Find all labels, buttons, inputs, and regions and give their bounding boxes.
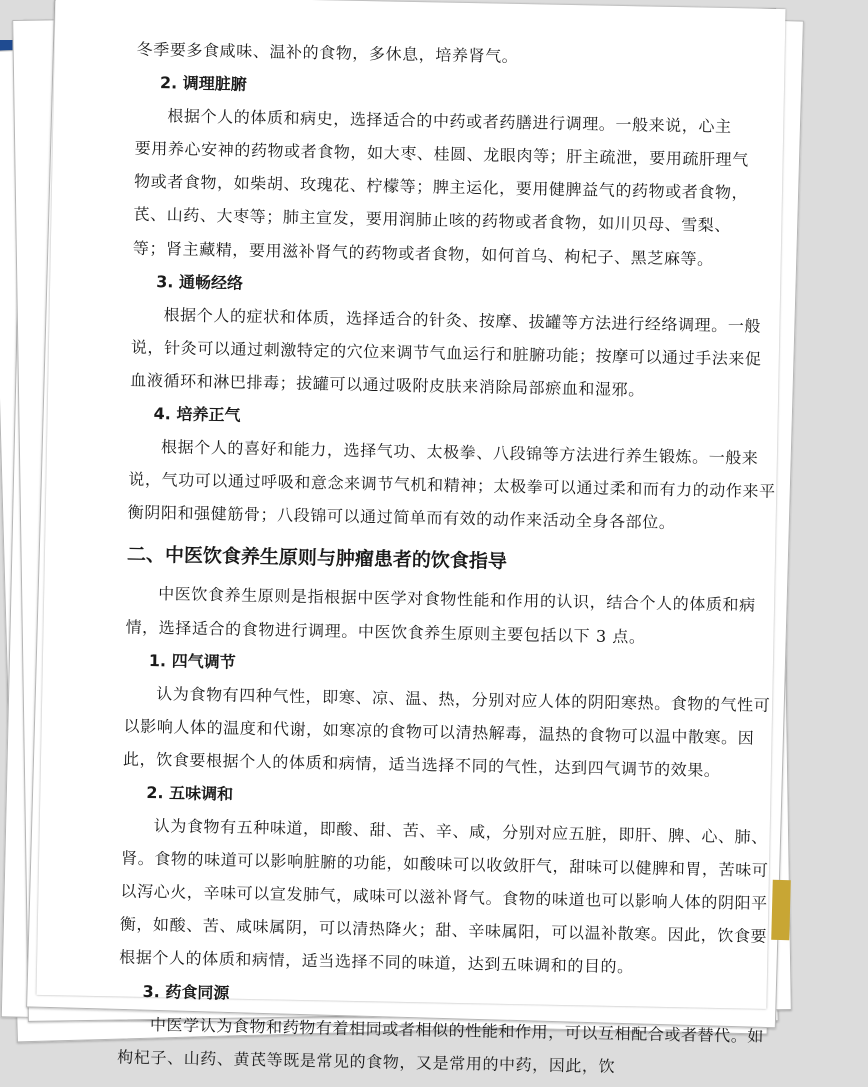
text-line: 中医学认为食物和药物有着相同或者相似的性能和作用，可以互相配合或者替代。如 <box>149 1014 765 1046</box>
text-line: 衡，如酸、苦、咸味属阴，可以清热降火；甜、辛味属阳，可以温补散寒。因此，饮食要 <box>119 914 768 947</box>
text-block-before <box>127 33 866 543</box>
subsection-heading: 2. 调理脏腑 <box>159 73 247 94</box>
text-line: 认为食物有四种气性，即寒、凉、温、热，分别对应人体的阴阳寒热。食物的气性可 <box>156 683 771 715</box>
text-line: 枸杞子、山药、黄芪等既是常见的食物，又是常用的中药，因此，饮 <box>117 1047 616 1076</box>
text-line: 肾。食物的味道可以影响脏腑的功能，如酸味可以收敛肝气，甜味可以健脾和胃，苦味可 <box>120 848 769 881</box>
text-line: 冬季要多食咸味、温补的食物，多休息，培养肾气。 <box>136 39 519 66</box>
text-line: 中医饮食养生原则是指根据中医学对食物性能和作用的认识，结合个人的体质和病 <box>158 584 756 616</box>
text-line: 此，饮食要根据个人的体质和病情，适当选择不同的气性，达到四气调节的效果。 <box>122 749 721 780</box>
text-line: 以影响人体的温度和代谢，如寒凉的食物可以清热解毒，温热的食物可以温中散寒。因 <box>123 716 755 748</box>
subsection-heading: 3. 药食同源 <box>142 981 230 1003</box>
subsection-heading: 1. 四气调节 <box>148 650 236 672</box>
text-line: 根据个人的症状和体质，选择适合的针灸、按摩、拔罐等方法进行经络调理。一般 <box>163 304 762 336</box>
subsection-heading: 4. 培养正气 <box>153 404 241 425</box>
text-line: 根据个人的体质和病情，适当选择不同的味道，达到五味调和的目的。 <box>119 947 634 977</box>
document-page <box>36 0 785 1076</box>
text-line: 认为食物有五种味道，即酸、甜、苦、辛、咸，分别对应五脏，即肝、脾、心、肺、 <box>153 816 769 847</box>
text-line: 等；肾主藏精，要用滋补肾气的药物或者食物，如何首乌、枸杞子、黑芝麻等。 <box>132 238 714 269</box>
text-line: 以泻心火，辛味可以宣发肺气，咸味可以滋补肾气。食物的味道也可以影响人体的阴阳平 <box>120 881 768 914</box>
text-line: 血液循环和淋巴排毒；拔罐可以通过吸附皮肤来消除局部瘀血和湿邪。 <box>130 370 645 400</box>
text-line: 芪、山药、大枣等；肺主宣发，要用润肺止咳的药物或者食物，如川贝母、雪梨、 <box>133 205 732 236</box>
subsection-heading: 2. 五味调和 <box>146 782 234 804</box>
text-line: 根据个人的体质和病史，选择适合的中药或者药膳进行调理。一般来说，心主 <box>167 106 732 137</box>
page-text <box>117 33 867 1087</box>
text-line: 物或者食物，如柴胡、玫瑰花、柠檬等；脾主运化，要用健脾益气的药物或者食物， <box>133 172 749 203</box>
text-block-after <box>117 577 856 1087</box>
text-line: 说，气功可以通过呼吸和意念来调节气机和精神；太极拳可以通过柔和而有力的动作来平 <box>128 469 776 502</box>
text-line: 衡阴阳和强健筋骨；八段锦可以通过简单而有效的动作来活动全身各部位。 <box>127 502 676 533</box>
text-line: 根据个人的喜好和能力，选择气功、太极拳、八段锦等方法进行养生锻炼。一般来 <box>160 437 759 468</box>
text-line: 情，选择适合的食物进行调理。中医饮食养生原则主要包括以下 3 点。 <box>125 617 646 647</box>
text-line: 说，针灸可以通过刺激特定的穴位来调节气血运行和脏腑功能；按摩可以通过手法来促 <box>130 337 762 369</box>
subsection-heading: 3. 通畅经络 <box>156 271 244 293</box>
section-title: 二、中医饮食养生原则与肿瘤患者的饮食指导 <box>126 543 508 574</box>
text-line: 要用养心安神的药物或者食物，如大枣、桂圆、龙眼肉等；肝主疏泄，要用疏肝理气 <box>134 138 750 170</box>
